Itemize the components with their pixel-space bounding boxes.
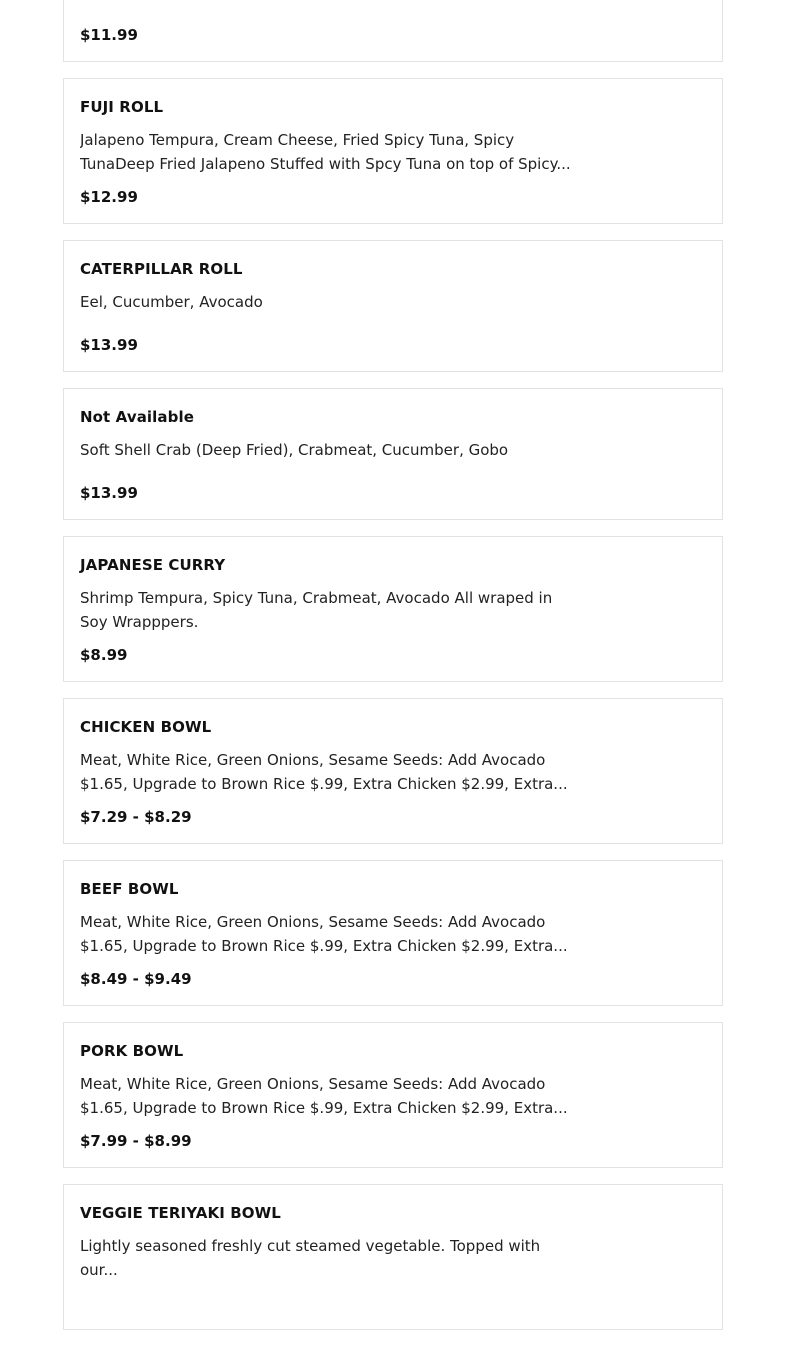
menu-item-price: $8.99 [80,646,128,664]
menu-item-price: $7.29 - $8.29 [80,808,192,826]
menu-item-description: Meat, White Rice, Green Onions, Sesame Seeds: Add Avocado $1.65, Upgrade to Brown Rice $.99, Extra Chicken $2.99, Extra... [80,913,568,955]
menu-item-price: $7.99 - $8.99 [80,1132,192,1150]
menu-item-name: Not Available [80,408,194,426]
menu-item-name: CHICKEN BOWL [80,718,212,736]
menu-item-price: $13.99 [80,484,138,502]
menu-item-name: JAPANESE CURRY [80,556,226,574]
menu-item-card[interactable] [63,1184,723,1330]
menu-item-description: Meat, White Rice, Green Onions, Sesame Seeds: Add Avocado $1.65, Upgrade to Brown Rice $.99, Extra Chicken $2.99, Extra... [80,751,568,793]
menu-item-card[interactable] [63,240,723,372]
menu-item-name: VEGGIE TERIYAKI BOWL [80,1204,281,1222]
menu-item-card[interactable] [63,698,723,844]
menu-item-price: $12.99 [80,188,138,206]
menu-item-card[interactable] [63,860,723,1006]
menu-item-list [63,0,723,1346]
menu-item-card[interactable] [63,78,723,224]
menu-item-price: $8.49 - $9.49 [80,970,192,988]
menu-item-description: Eel, Cucumber, Avocado [80,293,263,311]
menu-item-price: $13.99 [80,336,138,354]
menu-item-card[interactable] [63,1022,723,1168]
menu-item-description [80,0,576,4]
menu-item-description: Meat, White Rice, Green Onions, Sesame Seeds: Add Avocado $1.65, Upgrade to Brown Rice $.99, Extra Chicken $2.99, Extra... [80,1075,568,1117]
menu-item-description: Jalapeno Tempura, Cream Cheese, Fried Spicy Tuna, Spicy TunaDeep Fried Jalapeno Stuffed with Spcy Tuna on top of Spicy... [80,131,571,173]
menu-item-card[interactable] [63,388,723,520]
menu-item-name: BEEF BOWL [80,880,179,898]
menu-item-price: $11.99 [80,26,138,44]
menu-item-name: CATERPILLAR ROLL [80,260,243,278]
menu-item-name: PORK BOWL [80,1042,184,1060]
menu-item-name: FUJI ROLL [80,98,164,116]
menu-item-description: Soft Shell Crab (Deep Fried), Crabmeat, Cucumber, Gobo [80,441,509,459]
menu-item-description: Lightly seasoned freshly cut steamed vegetable. Topped with our... [80,1237,541,1279]
menu-item-card[interactable] [63,536,723,682]
menu-item-card[interactable] [63,0,723,62]
menu-item-description: Shrimp Tempura, Spicy Tuna, Crabmeat, Avocado All wraped in Soy Wrapppers. [80,589,553,631]
